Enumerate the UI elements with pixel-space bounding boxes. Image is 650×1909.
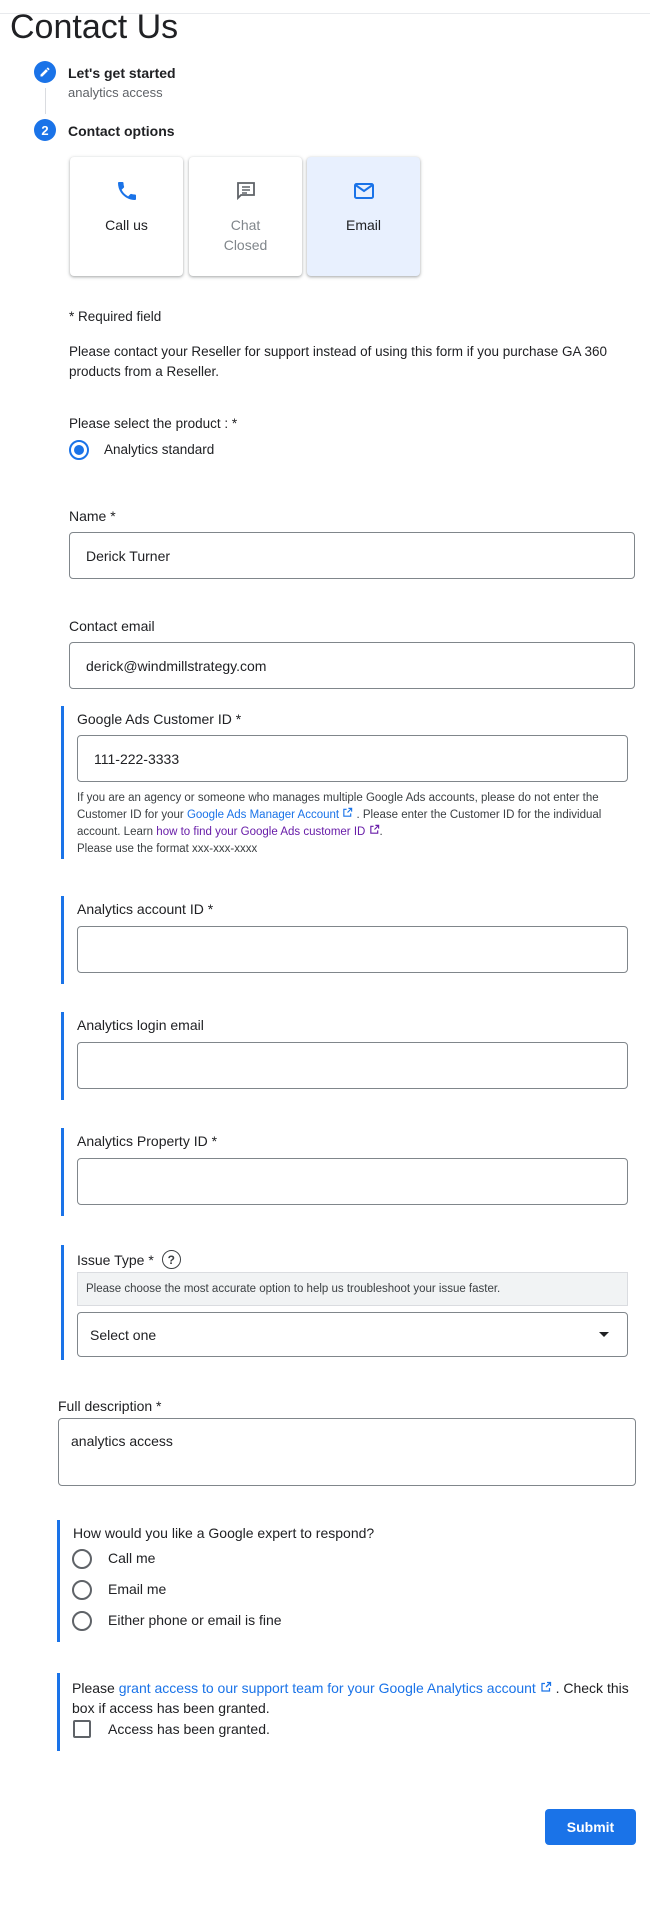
page-title: Contact Us <box>10 8 179 46</box>
product-option-label: Analytics standard <box>104 442 215 457</box>
section-bar-access <box>57 1673 60 1751</box>
section-bar-ads <box>61 706 64 859</box>
section-bar-property <box>61 1128 64 1216</box>
dropdown-arrow-icon <box>599 1332 609 1338</box>
option-email[interactable] <box>307 157 420 276</box>
step2-title: Contact options <box>68 123 175 139</box>
step1-subtitle: analytics access <box>68 85 163 100</box>
ads-id-input[interactable]: 111-222-3333 <box>77 735 628 782</box>
reseller-note: Please contact your Reseller for support instead of using this form if you purchase GA 360 products from a Reseller. <box>69 344 608 379</box>
property-id-input[interactable] <box>77 1158 628 1205</box>
respond-option-email: Email me <box>108 1581 167 1597</box>
mail-icon <box>352 179 376 203</box>
access-text <box>72 1678 632 1718</box>
section-bar-account <box>61 896 64 984</box>
external-link-icon <box>342 807 353 818</box>
respond-label: How would you like a Google expert to respond? <box>73 1525 375 1541</box>
radio-either[interactable] <box>72 1611 92 1631</box>
analytics-email-label: Analytics login email <box>77 1017 204 1033</box>
name-label: Name * <box>69 508 116 524</box>
access-checkbox-label: Access has been granted. <box>108 1721 270 1737</box>
ads-manager-link[interactable]: Google Ads Manager Account <box>187 809 353 821</box>
name-input[interactable]: Derick Turner <box>69 532 635 579</box>
issue-hint: Please choose the most accurate option to help us troubleshoot your issue faster. <box>77 1272 628 1306</box>
radio-email-me[interactable] <box>72 1580 92 1600</box>
step-connector <box>45 88 46 114</box>
submit-button[interactable]: Submit <box>545 1809 636 1845</box>
issue-type-label: Issue Type * <box>77 1251 154 1268</box>
step2-number: 2 <box>34 119 56 141</box>
section-bar-respond <box>57 1520 60 1642</box>
analytics-email-input[interactable] <box>77 1042 628 1089</box>
ads-help-part3: . <box>379 826 383 838</box>
grant-access-link[interactable]: grant access to our support team for your Google Analytics account <box>119 1680 552 1696</box>
option-email-label: Email <box>345 217 381 233</box>
respond-option-either: Either phone or email is fine <box>108 1612 282 1628</box>
step-edit-icon[interactable] <box>34 61 56 83</box>
issue-type-select[interactable] <box>77 1312 628 1357</box>
ads-format-hint: Please use the format xxx-xxx-xxxx <box>77 843 258 855</box>
external-link-icon <box>540 1681 552 1693</box>
issue-select-value: Select one <box>90 1326 157 1343</box>
option-chat-label: Chat Closed <box>223 217 268 253</box>
access-text-2: . Check this box if access has been granted. <box>72 1680 629 1716</box>
radio-analytics-standard[interactable] <box>69 440 89 460</box>
email-label: Contact email <box>69 618 155 634</box>
ads-help-part2: . Please enter the Customer ID for the individual account. Learn <box>77 809 602 838</box>
section-bar-login <box>61 1012 64 1100</box>
issue-type-row <box>77 1250 181 1269</box>
external-link-icon <box>369 824 380 835</box>
analytics-account-label: Analytics account ID * <box>77 901 214 917</box>
option-call-label: Call us <box>105 217 148 233</box>
description-textarea[interactable]: analytics access <box>58 1418 636 1486</box>
find-customer-id-link[interactable]: how to find your Google Ads customer ID <box>156 826 379 838</box>
ads-help-text <box>77 790 622 858</box>
help-icon[interactable]: ? <box>162 1250 181 1269</box>
property-id-label: Analytics Property ID * <box>77 1133 218 1149</box>
access-text-1: Please <box>72 1680 115 1696</box>
radio-call-me[interactable] <box>72 1549 92 1569</box>
email-input[interactable]: derick@windmillstrategy.com <box>69 642 635 689</box>
respond-option-call: Call me <box>108 1550 156 1566</box>
step1-title: Let's get started <box>68 65 176 81</box>
section-bar-issue <box>61 1245 64 1360</box>
ads-help-part1: If you are an agency or someone who manages multiple Google Ads accounts, please do not enter the Customer ID for your <box>77 792 599 821</box>
chat-icon <box>234 179 258 203</box>
required-note: * Required field <box>69 309 162 324</box>
phone-icon <box>115 179 139 203</box>
option-call-us[interactable] <box>70 157 183 276</box>
product-label: Please select the product : * <box>69 416 238 431</box>
ads-id-label: Google Ads Customer ID * <box>77 711 242 727</box>
access-granted-checkbox[interactable] <box>73 1720 91 1738</box>
analytics-account-input[interactable] <box>77 926 628 973</box>
description-label: Full description * <box>58 1398 162 1414</box>
option-chat <box>189 157 302 276</box>
